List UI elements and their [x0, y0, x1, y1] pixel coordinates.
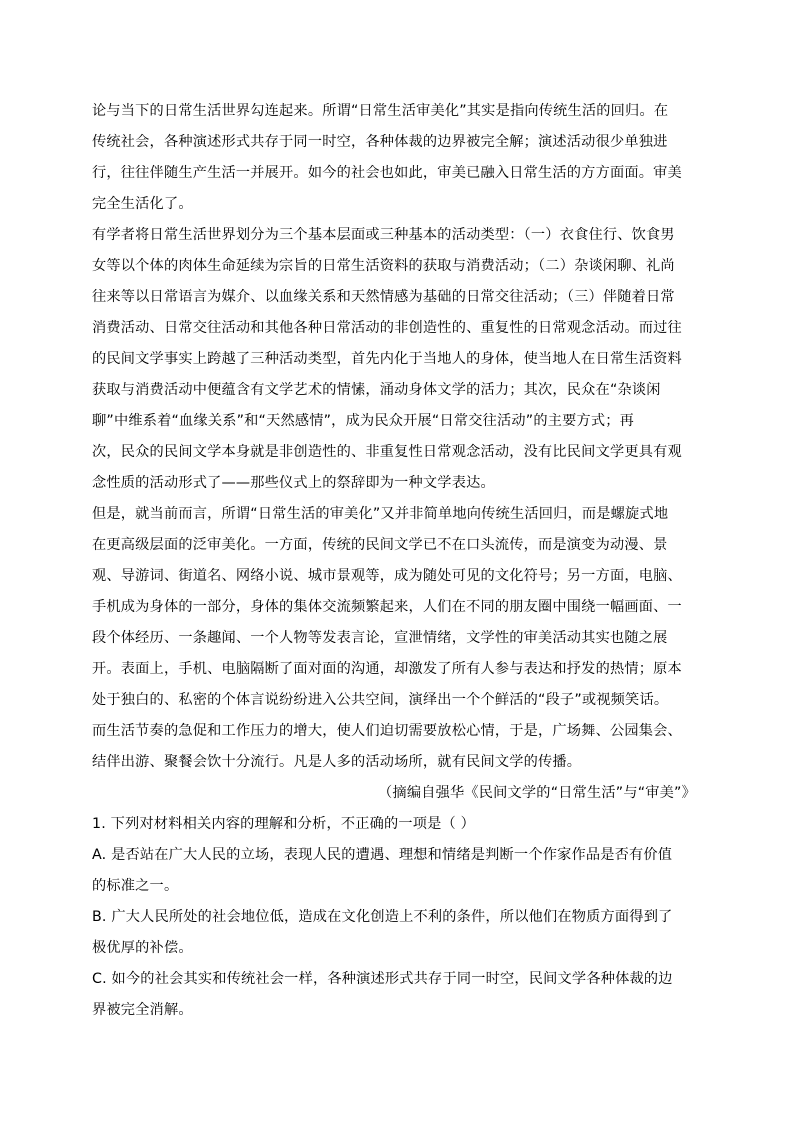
question-block: [92, 809, 702, 1026]
passage-line: 念性质的活动形式了——那些仪式上的祭辞即为一种文学表达。: [92, 475, 495, 491]
passage-line: 次，民众的民间文学本身就是非创造性的、非重复性日常观念活动，没有比民间文学更具有观: [92, 444, 682, 460]
option-a-line: A. 是否站在广大人民的立场，表现人民的遭遇、理想和情绪是判断一个作家作品是否有价值: [92, 847, 673, 863]
passage-line: 而生活节奏的急促和工作压力的增大，使人们迫切需要放松心情，于是，广场舞、公园集会、: [92, 723, 682, 739]
passage-line: 完全生活化了。: [92, 196, 193, 212]
option-b-line: 极优厚的补偿。: [92, 940, 193, 956]
option-c-line: 界被完全消解。: [92, 1002, 193, 1018]
citation: （摘编自强华《民间文学的“日常生活”与“审美”》: [378, 785, 696, 801]
option-c-line: C. 如今的社会其实和传统社会一样，各种演述形式共存于同一时空，民间文学各种体裁的边: [92, 971, 673, 987]
passage: [92, 96, 702, 809]
passage-line: 消费活动、日常交往活动和其他各种日常活动的非创造性的、重复性的日常观念活动。而过往: [92, 320, 682, 336]
question-stem: 1. 下列对材料相关内容的理解和分析，不正确的一项是（ ）: [92, 816, 476, 832]
passage-line: 处于独白的、私密的个体言说纷纷进入公共空间，演绎出一个个鲜活的“段子”或视频笑话。: [92, 692, 669, 708]
passage-line: 开。表面上，手机、电脑隔断了面对面的沟通，却激发了所有人参与表达和抒发的热情；原本: [92, 661, 682, 677]
option-b-line: B. 广大人民所处的社会地位低，造成在文化创造上不利的条件，所以他们在物质方面得到了: [92, 909, 673, 925]
passage-line: 获取与消费活动中便蕴含有文学艺术的情愫，涌动身体文学的活力；其次，民众在“杂谈闲: [92, 382, 661, 398]
passage-line: 结伴出游、聚餐会饮十分流行。凡是人多的活动场所，就有民间文学的传播。: [92, 754, 582, 770]
passage-line: 有学者将日常生活世界划分为三个基本层面或三种基本的活动类型：（一）衣食住行、饮食男: [92, 227, 675, 243]
passage-line: 观、导游词、街道名、网络小说、城市景观等，成为随处可见的文化符号；另一方面，电脑、: [92, 568, 682, 584]
passage-line: 在更高级层面的泛审美化。一方面，传统的民间文学已不在口头流传，而是演变为动漫、景: [92, 537, 668, 553]
passage-line: 女等以个体的肉体生命延续为宗旨的日常生活资料的获取与消费活动；（二）杂谈闲聊、礼尚: [92, 258, 675, 274]
passage-line: 论与当下的日常生活世界勾连起来。所谓“日常生活审美化”其实是指向传统生活的回归。在: [92, 103, 669, 119]
document-page: [92, 96, 702, 1026]
passage-line: 但是，就当前而言，所谓“日常生活的审美化”又并非简单地向传统生活回归，而是螺旋式地: [92, 506, 669, 522]
passage-line: 段个体经历、一条趣闻、一个人物等发表言论，宣泄情绪，文学性的审美活动其实也随之展: [92, 630, 668, 646]
passage-line: 传统社会，各种演述形式共存于同一时空，各种体裁的边界被完全解；演述活动很少单独进: [92, 134, 668, 150]
passage-line: 的民间文学事实上跨越了三种活动类型，首先内化于当地人的身体，使当地人在日常生活资料: [92, 351, 682, 367]
option-a-line: 的标准之一。: [92, 878, 179, 894]
passage-line: 往来等以日常语言为媒介、以血缘关系和天然情感为基础的日常交往活动；（三）伴随着日常: [92, 289, 675, 305]
passage-line: 手机成为身体的一部分，身体的集体交流频繁起来，人们在不同的朋友圈中围绕一幅画面、一: [92, 599, 682, 615]
passage-line: 聊”中维系着“血缘关系”和“天然感情”，成为民众开展“日常交往活动”的主要方式；再: [92, 413, 635, 429]
passage-line: 行，往往伴随生产生活一并展开。如今的社会也如此，审美已融入日常生活的方方面面。审美: [92, 165, 682, 181]
